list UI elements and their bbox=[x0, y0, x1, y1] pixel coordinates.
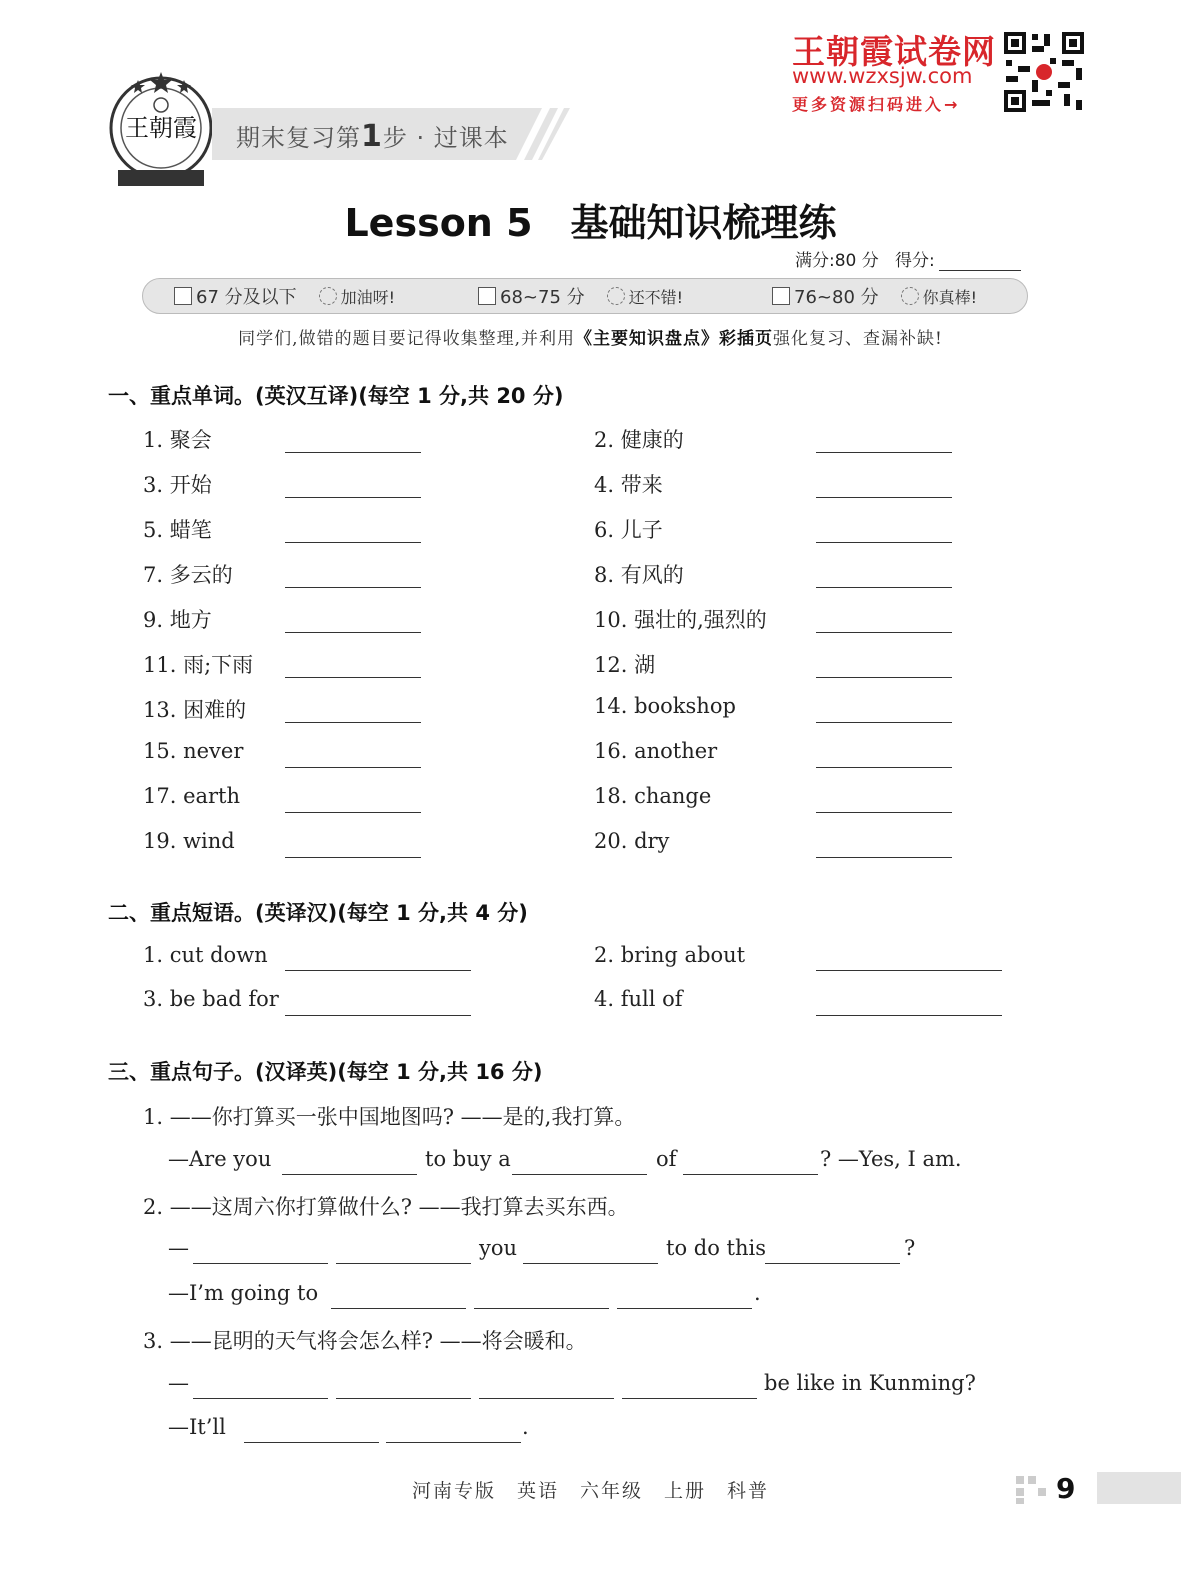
answer-blank[interactable] bbox=[816, 722, 952, 723]
word-item: 6. 儿子 bbox=[594, 518, 663, 542]
answer-blank[interactable] bbox=[285, 812, 421, 813]
level-1-checkbox[interactable] bbox=[174, 287, 192, 305]
sentence-text: —It’ll bbox=[168, 1415, 226, 1439]
score-line: 满分:80 分 得分: bbox=[795, 246, 1021, 271]
banner-text: 期末复习第1步 · 过课本 bbox=[236, 119, 509, 154]
answer-blank[interactable] bbox=[336, 1398, 471, 1399]
answer-blank[interactable] bbox=[386, 1442, 521, 1443]
word-item: 10. 强壮的,强烈的 bbox=[594, 608, 767, 632]
word-item: 13. 困难的 bbox=[143, 698, 247, 722]
footer-edition: 河南专版 英语 六年级 上册 科普 bbox=[411, 1480, 769, 1502]
answer-blank[interactable] bbox=[523, 1263, 658, 1264]
answer-blank[interactable] bbox=[816, 632, 952, 633]
sentence-text: you bbox=[479, 1236, 518, 1260]
answer-blank[interactable] bbox=[816, 497, 952, 498]
answer-blank[interactable] bbox=[765, 1263, 900, 1264]
word-item: 3. 开始 bbox=[143, 473, 212, 497]
sentence-text: — bbox=[168, 1236, 189, 1260]
word-item: 11. 雨;下雨 bbox=[143, 653, 254, 677]
answer-blank[interactable] bbox=[285, 970, 471, 971]
answer-blank[interactable] bbox=[683, 1174, 818, 1175]
sentence-text: —Are you bbox=[168, 1147, 272, 1171]
answer-blank[interactable] bbox=[285, 857, 421, 858]
word-item: 2. 健康的 bbox=[594, 428, 684, 452]
word-item: 20. dry bbox=[594, 829, 670, 853]
tip-text: 同学们,做错的题目要记得收集整理,并利用《主要知识盘点》彩插页强化复习、查漏补缺! bbox=[238, 329, 943, 349]
score-blank[interactable] bbox=[939, 250, 1021, 271]
sentence-2-chinese: 2. ——这周六你打算做什么? ——我打算去买东西。 bbox=[143, 1195, 629, 1219]
answer-blank[interactable] bbox=[244, 1442, 379, 1443]
page-number: 9 bbox=[1056, 1472, 1076, 1505]
smile-icon bbox=[607, 287, 625, 305]
answer-blank[interactable] bbox=[816, 857, 952, 858]
answer-blank[interactable] bbox=[816, 587, 952, 588]
answer-blank[interactable] bbox=[285, 1015, 471, 1016]
answer-blank[interactable] bbox=[285, 497, 421, 498]
answer-blank[interactable] bbox=[816, 452, 952, 453]
answer-blank[interactable] bbox=[331, 1308, 466, 1309]
word-item: 8. 有风的 bbox=[594, 563, 684, 587]
page-decor-icon bbox=[1016, 1474, 1046, 1504]
level-3: 76~80 分 你真棒! bbox=[772, 282, 977, 310]
section-1-heading: 一、重点单词。(英汉互译)(每空 1 分,共 20 分) bbox=[108, 384, 564, 408]
answer-blank[interactable] bbox=[816, 970, 1002, 971]
word-item: 14. bookshop bbox=[594, 694, 736, 718]
sentence-text: ? bbox=[904, 1236, 916, 1260]
section-2-heading: 二、重点短语。(英译汉)(每空 1 分,共 4 分) bbox=[108, 901, 528, 925]
answer-blank[interactable] bbox=[285, 452, 421, 453]
sentence-3-chinese: 3. ——昆明的天气将会怎么样? ——将会暖和。 bbox=[143, 1329, 587, 1353]
sentence-text: to buy a bbox=[425, 1147, 511, 1171]
word-item: 7. 多云的 bbox=[143, 563, 233, 587]
answer-blank[interactable] bbox=[816, 542, 952, 543]
answer-blank[interactable] bbox=[193, 1398, 328, 1399]
section-3-heading: 三、重点句子。(汉译英)(每空 1 分,共 16 分) bbox=[108, 1060, 543, 1084]
sentence-text: of bbox=[656, 1147, 677, 1171]
brand-more-text: 更多资源扫码进入→ bbox=[792, 95, 961, 114]
smile-icon bbox=[901, 287, 919, 305]
answer-blank[interactable] bbox=[285, 722, 421, 723]
word-item: 12. 湖 bbox=[594, 653, 656, 677]
answer-blank[interactable] bbox=[336, 1263, 471, 1264]
answer-blank[interactable] bbox=[816, 767, 952, 768]
answer-blank[interactable] bbox=[285, 587, 421, 588]
phrase-item: 1. cut down bbox=[143, 943, 268, 967]
word-item: 16. another bbox=[594, 739, 718, 763]
answer-blank[interactable] bbox=[816, 812, 952, 813]
sentence-text: —I’m going to bbox=[168, 1281, 319, 1305]
word-item: 15. never bbox=[143, 739, 244, 763]
word-item: 9. 地方 bbox=[143, 608, 212, 632]
answer-blank[interactable] bbox=[617, 1308, 752, 1309]
brand-url[interactable]: www.wzxsjw.com bbox=[792, 64, 973, 88]
phrase-item: 2. bring about bbox=[594, 943, 746, 967]
answer-blank[interactable] bbox=[285, 632, 421, 633]
sentence-text: — bbox=[168, 1371, 189, 1395]
answer-blank[interactable] bbox=[816, 677, 952, 678]
brand-title: 王朝霞试卷网 bbox=[792, 32, 996, 71]
page-bar bbox=[1097, 1472, 1181, 1504]
phrase-item: 3. be bad for bbox=[143, 987, 279, 1011]
sentence-text: to do this bbox=[666, 1236, 766, 1260]
wangzhaoxia-logo bbox=[108, 70, 214, 192]
level-2: 68~75 分 还不错! bbox=[478, 282, 683, 310]
qr-code-icon[interactable] bbox=[1002, 30, 1086, 114]
word-item: 5. 蜡笔 bbox=[143, 518, 212, 542]
sentence-1-chinese: 1. ——你打算买一张中国地图吗? ——是的,我打算。 bbox=[143, 1105, 636, 1129]
answer-blank[interactable] bbox=[285, 677, 421, 678]
word-item: 4. 带来 bbox=[594, 473, 663, 497]
sentence-text: ? —Yes, I am. bbox=[820, 1147, 962, 1171]
sentence-text: . bbox=[754, 1281, 761, 1305]
sentence-text: . bbox=[522, 1415, 529, 1439]
answer-blank[interactable] bbox=[479, 1398, 614, 1399]
answer-blank[interactable] bbox=[285, 767, 421, 768]
answer-blank[interactable] bbox=[285, 542, 421, 543]
word-item: 18. change bbox=[594, 784, 712, 808]
level-1: 67 分及以下 加油呀! bbox=[174, 282, 395, 310]
smile-icon bbox=[319, 287, 337, 305]
level-2-checkbox[interactable] bbox=[478, 287, 496, 305]
answer-blank[interactable] bbox=[193, 1263, 328, 1264]
sentence-text: be like in Kunming? bbox=[764, 1371, 976, 1395]
answer-blank[interactable] bbox=[816, 1015, 1002, 1016]
word-item: 1. 聚会 bbox=[143, 428, 212, 452]
word-item: 19. wind bbox=[143, 829, 235, 853]
answer-blank[interactable] bbox=[512, 1174, 647, 1175]
answer-blank[interactable] bbox=[474, 1308, 609, 1309]
word-item: 17. earth bbox=[143, 784, 241, 808]
logo-text: 王朝霞 bbox=[125, 114, 197, 142]
level-3-checkbox[interactable] bbox=[772, 287, 790, 305]
page-title: Lesson 5 基础知识梳理练 bbox=[344, 201, 837, 245]
phrase-item: 4. full of bbox=[594, 987, 683, 1011]
answer-blank[interactable] bbox=[622, 1398, 757, 1399]
answer-blank[interactable] bbox=[282, 1174, 417, 1175]
